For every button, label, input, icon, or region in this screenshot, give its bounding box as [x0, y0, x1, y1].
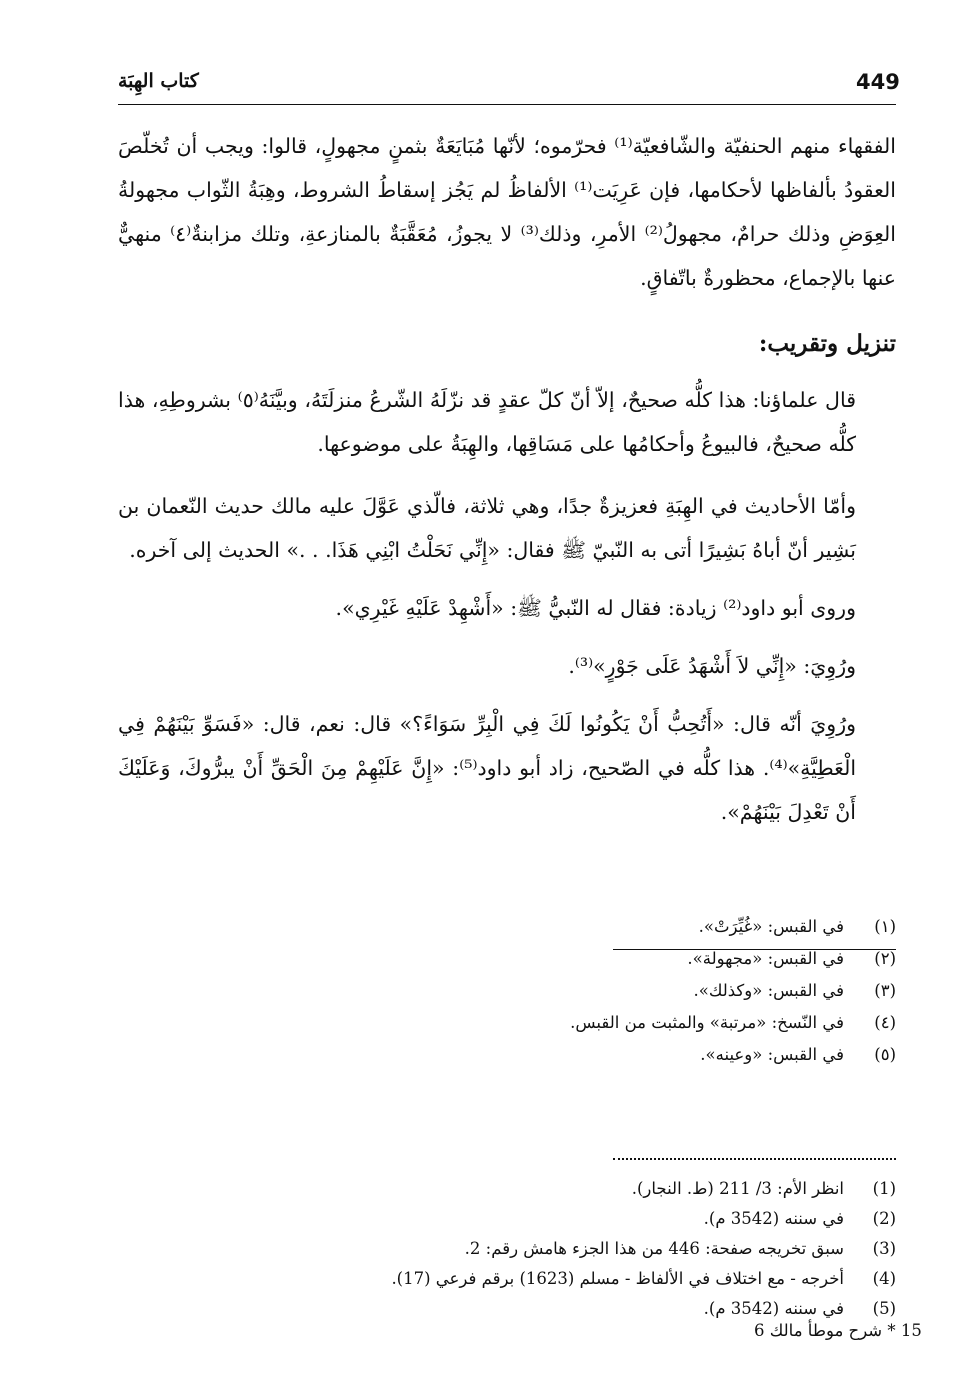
document-page — [118, 56, 922, 1340]
paragraph-6: ورُوِيَ أنّه قال: «أَتُحِبُّ أَنْ يَكُونُوا لَكَ فِي الْبِرِّ سَوَاءً؟» قال: نعم، قال: «فَسَوِّ بَيْنَهُمْ فِي الْعَطِيَّةِ»⁽⁴⁾. هذا كلُّه في الصّحيح، زاد أبو داود⁽⁵⁾: «إِنَّ عَلَيْهِمْ مِنَ الْحَقِّ أَنْ يبرُّوكَ، وَعَلَيْكَ أَنْ تَعْدِلَ بَيْنَهُمْ». — [118, 712, 857, 824]
running-title: كتاب الهِبَة — [118, 70, 199, 92]
dotted-separator — [613, 1158, 896, 1160]
section-heading: تنزيل وتقريب: — [758, 330, 896, 357]
paragraph-2: قال علماؤنا: هذا كلُّه صحيحٌ، إلاّ أنّ كلّ عقدٍ قد نزّلَهُ الشّرعُ منزلَتَهُ، وبيَّنَهُ⁽٥⁾ بشروطِهِ، هذا كلُّه صحيحٌ، فالبيوعُ وأحكامُها على مَسَاقِها، والهِبَةُ على موضوعها. — [118, 388, 856, 456]
variant-footnotes — [118, 911, 896, 1071]
page-number: 449 — [856, 70, 900, 94]
footnote-item: (2)في سننه (3542 م). — [703, 1209, 896, 1228]
footnote-item: (1)انظر الأم: 3/ 211 (ط. النجار). — [631, 1179, 896, 1198]
paragraph-3: وأمّا الأحاديث في الهِبَةِ فعزيزةٌ جدًا، وهي ثلاثة، فالّذي عَوَّلَ عليه مالك حديث النّعمان بن بَشِير أنّ أباهُ بَشِيرًا أتى به النّبيّ ﷺ فقال: «إِنِّي نَحَلْتُ ابْنِي هَذَا. . .» الحديث إلى آخره. — [118, 494, 856, 562]
footnote-item: (٣)في القبس: «وكذلك». — [693, 981, 896, 1000]
footnote-item: (3)سبق تخريجه صفحة: 446 من هذا الجزء هامش رقم: 2. — [464, 1239, 896, 1258]
footnote-item: (5)في سننه (3542 م). — [703, 1299, 896, 1318]
footnote-item: (٢)في القبس: «مجهولة». — [687, 949, 896, 968]
paragraph-1: الفقهاء منهم الحنفيّة والشّافعيّة⁽¹⁾ فحرّموه؛ لأنّها مُبَايَعَةٌ بثمنٍ مجهولٍ، قالوا: ويجب أن تُخلّصَ العقودُ بألفاظها لأحكامها، فإن عَرِيَت⁽¹⁾ الألفاظُ لم يَجُز إسقاطُ الشروط، وهِبَةُ الثّواب مجهولةُ العِوَضِ وذلك حرامٌ، مجهولُ⁽²⁾ الأمرِ، وذلك⁽³⁾ لا يجوزُ، مُعَقَّبَةٌ بالمنازعةِ، وتلك مزابنةٌ⁽٤⁾ منهيٌّ عنها بالإجماع، محظورةٌ باتّفاقٍ. — [118, 134, 896, 290]
footnote-item: (4)أخرجه - مع اختلاف في الألفاظ - مسلم (1623) برقم فرعي (17). — [391, 1269, 896, 1288]
main-text — [118, 124, 896, 834]
footnote-item: (٤)في النّسخ: «مرتبة» والمثبت من القبس. — [570, 1013, 896, 1032]
footnote-item: (٥)في القبس: «وعينه». — [700, 1045, 896, 1064]
footnote-item: (١)في القبس: «غُيِّرَتْ». — [698, 917, 896, 936]
printer-signature: 15 * شرح موطأ مالك 6 — [754, 1321, 922, 1340]
paragraph-5: ورُوِيَ: «إِنِّي لاَ أَشْهَدُ عَلَى جَوْرٍ»⁽³⁾. — [568, 654, 856, 678]
reference-footnotes — [118, 1174, 896, 1324]
page-header — [118, 70, 900, 105]
paragraph-4: وروى أبو داود⁽²⁾ زيادة: فقال له النّبيُّ ﷺ: «أَشْهِدْ عَلَيْهِ غَيْرِي». — [335, 596, 856, 620]
